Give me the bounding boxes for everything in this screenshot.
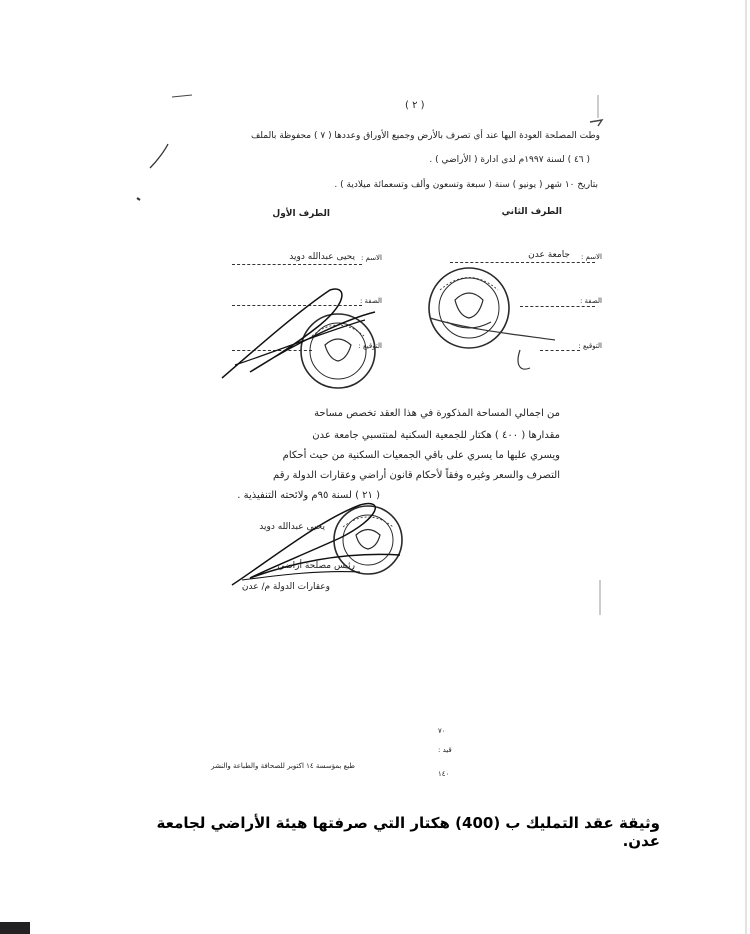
page-number: ( ٢ ) [405,100,425,111]
first-signature-label: التوقيع : [358,342,382,350]
corner-badge [0,922,30,934]
second-name-value: جامعة عدن [528,250,570,260]
header-line-3: بتاريخ ١٠ شهر ( يونيو ) سنة ( سبعة وتسعون وألف وتسعمائة ميلادية ) . [334,180,598,190]
official-title: رئيس مصلحة أراضي [277,561,355,571]
header-line-1: وطت المصلحة العودة اليها عند أي تصرف بالأرض وجميع الأوراق وعددها ( ٧ ) محفوظة بالملف [250,131,600,141]
footer-mark-1: ٧٠ [438,727,446,735]
footer-mark-2: قيد : [438,746,452,754]
official-stamp [334,506,402,574]
first-capacity-label: الصفة : [359,297,382,305]
document-caption: وثيقة عقد التمليك ب (400) هكتار التي صرفتها هيئة الأراضي لجامعة عدن. [156,814,660,850]
first-name-value: يحيى عبدالله دويد [289,252,355,262]
body-line-4: التصرف والسعر وغيره وفقاً لأحكام قانون أراضي وعقارات الدولة رقم [273,470,560,481]
body-line-3: ويسري عليها ما يسري على باقي الجمعيات السكنية من حيث أحكام [282,450,560,461]
second-signature-label: التوقيع : [578,342,602,350]
first-party-heading: الطرف الأول [272,209,330,219]
second-capacity-label: الصفة : [579,297,602,305]
body-line-2: مقدارها ( ٤٠٠ ) هكتار للجمعية السكنية لمنتسبي جامعة عدن [312,430,560,441]
official-name: يحيى عبدالله دويد [259,522,325,532]
second-party-heading: الطرف الثاني [501,207,562,217]
university-stamp [429,268,509,348]
second-name-label: الاسم : [580,253,602,261]
body-line-1: من اجمالي المساحة المذكورة في هذا العقد تخصص مساحة [314,408,560,419]
printer-footer: طبع بمؤسسة ١٤ اكتوبر للصحافة والطباعة والنشر [211,762,355,770]
body-line-5: ( ٢١ ) لسنة ٩٥م ولائحته التنفيذية . [237,490,380,501]
header-line-2: ( ٤٦ ) لسنة ١٩٩٧م لدى ادارة ( الأراضي ) . [429,155,590,165]
first-name-label: الاسم : [360,254,382,262]
official-title-2: وعقارات الدولة م/ عدن [241,582,330,592]
footer-mark-3: ١٤٠ [438,770,450,778]
